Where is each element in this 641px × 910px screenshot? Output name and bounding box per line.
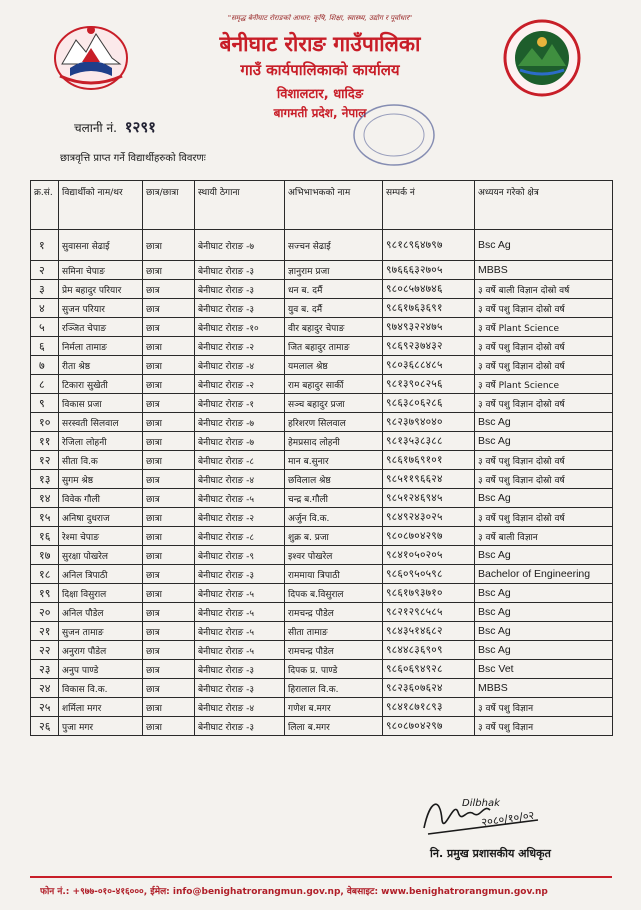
nepal-emblem-icon [52,18,130,92]
office-stamp-icon [350,100,438,170]
student-name-cell: निर्मला तामाङ [59,337,143,356]
gender-cell: छात्रा [143,527,195,546]
contact-cell: ९८६३८०६२८६ [383,394,475,413]
serial-cell: १९ [31,584,59,603]
address-cell: बेनीघाट रोराङ -३ [195,660,285,679]
contact-cell: ९८६१७६३६९१ [383,299,475,318]
gender-cell: छात्रा [143,337,195,356]
contact-cell: ९८२३७९४०४० [383,413,475,432]
student-name-cell: सुरक्षा पोखरेल [59,546,143,565]
study-field-cell: Bsc Ag [475,546,613,565]
contact-cell: ९८४१८७१८९३ [383,698,475,717]
guardian-cell: अर्जुन वि.क. [285,508,383,527]
table-row [31,299,613,318]
student-name-cell: रञ्जित चेपाङ [59,318,143,337]
student-name-cell: अनिषा दुधराज [59,508,143,527]
contact-cell: ९८२३६०७६२४ [383,679,475,698]
header-student-name: विद्यार्थीको नाम/थर [59,181,143,230]
study-field-cell: ३ वर्षे पशु विज्ञान दोस्रो वर्ष [475,470,613,489]
serial-cell: २३ [31,660,59,679]
address-cell: बेनीघाट रोराङ -४ [195,698,285,717]
contact-cell: ९८१३५३८३८८ [383,432,475,451]
study-field-cell: ३ वर्षे पशु विज्ञान [475,717,613,736]
study-field-cell: ३ वर्षे पशु विज्ञान दोस्रो वर्ष [475,337,613,356]
gender-cell: छात्रा [143,261,195,280]
table-row [31,565,613,584]
guardian-cell: हरिशरण सिलवाल [285,413,383,432]
reference-value: १२९१ [124,120,156,136]
table-row [31,527,613,546]
gender-cell: छात्र [143,679,195,698]
contact-cell: ९८१८९६४७९७ [383,230,475,261]
table-row [31,280,613,299]
address-cell: बेनीघाट रोराङ -१ [195,394,285,413]
student-name-cell: प्रेम बहादुर परियार [59,280,143,299]
contact-cell: ९८२१२९८५८५ [383,603,475,622]
guardian-cell: जित बहादुर तामाङ [285,337,383,356]
scholarship-table [30,180,613,736]
guardian-cell: धन ब. दर्मै [285,280,383,299]
study-field-cell: Bachelor of Engineering [475,565,613,584]
reference-number [74,117,156,137]
table-row [31,660,613,679]
gender-cell: छात्रा [143,698,195,717]
table-row [31,432,613,451]
serial-cell: १८ [31,565,59,584]
table-row [31,470,613,489]
reference-label: चलानी नं. [74,121,117,135]
study-field-cell: MBBS [475,679,613,698]
study-field-cell: ३ वर्षे बाली विज्ञान [475,527,613,546]
guardian-cell: सज्चन सेढाई [285,230,383,261]
contact-cell: ९८०८७०४२९७ [383,717,475,736]
office-province: बागमती प्रदेश, नेपाल [273,106,367,120]
student-name-cell: पुजा मगर [59,717,143,736]
table-row [31,394,613,413]
study-field-cell: MBBS [475,261,613,280]
study-field-cell: Bsc Vet [475,660,613,679]
student-name-cell: सरस्वती सिलवाल [59,413,143,432]
gender-cell: छात्रा [143,451,195,470]
signatory-title: नि. प्रमुख प्रशासकीय अधिकृत [430,847,551,860]
student-name-cell: सुजन परियार [59,299,143,318]
signature-scribble-icon [418,790,568,840]
gender-cell: छात्रा [143,584,195,603]
address-cell: बेनीघाट रोराङ -२ [195,508,285,527]
study-field-cell: ३ वर्षे पशु विज्ञान दोस्रो वर्ष [475,299,613,318]
serial-cell: ६ [31,337,59,356]
address-cell: बेनीघाट रोराङ -८ [195,527,285,546]
guardian-cell: इश्वर पोखरेल [285,546,383,565]
table-row [31,717,613,736]
office-name: बेनीघाट रोराङ गाउँपालिका [219,32,421,56]
serial-cell: १६ [31,527,59,546]
serial-cell: २५ [31,698,59,717]
student-name-cell: सीता वि.क [59,451,143,470]
address-cell: बेनीघाट रोराङ -३ [195,280,285,299]
gender-cell: छात्र [143,299,195,318]
guardian-cell: ज्ञानुराम प्रजा [285,261,383,280]
guardian-cell: राममाया त्रिपाठी [285,565,383,584]
table-row [31,622,613,641]
footer-divider [30,876,612,878]
student-name-cell: अनुराग पौडेल [59,641,143,660]
contact-cell: ९८१३९०८२५६ [383,375,475,394]
guardian-cell: हिरालाल वि.क. [285,679,383,698]
contact-cell: ९८४९२४३०२५ [383,508,475,527]
student-name-cell: शर्मिला मगर [59,698,143,717]
table-row [31,230,613,261]
gender-cell: छात्र [143,641,195,660]
serial-cell: ५ [31,318,59,337]
table-row [31,375,613,394]
gender-cell: छात्र [143,622,195,641]
contact-cell: ९८०८७०४२९७ [383,527,475,546]
table-row [31,337,613,356]
serial-cell: १७ [31,546,59,565]
serial-cell: २२ [31,641,59,660]
address-cell: बेनीघाट रोराङ -३ [195,679,285,698]
header-study-field: अध्ययन गरेको क्षेत्र [475,181,613,230]
gender-cell: छात्रा [143,230,195,261]
contact-cell: ९८४४८३६९०९ [383,641,475,660]
footer-contact: फोन नं.: +९७७-०१०-४१६०००, ईमेल: info@benighatrorangmun.gov.np, वेबसाइट: www.benighatrorangmun.gov.np [40,887,548,897]
address-cell: बेनीघाट रोराङ -८ [195,451,285,470]
address-cell: बेनीघाट रोराङ -३ [195,565,285,584]
address-cell: बेनीघाट रोराङ -७ [195,230,285,261]
student-name-cell: अनिल पौडेल [59,603,143,622]
address-cell: बेनीघाट रोराङ -३ [195,299,285,318]
gender-cell: छात्र [143,565,195,584]
study-field-cell: Bsc Ag [475,413,613,432]
guardian-cell: राम बहादुर सार्की [285,375,383,394]
gender-cell: छात्रा [143,432,195,451]
guardian-cell: दिपक प्र. पाण्डे [285,660,383,679]
gender-cell: छात्र [143,660,195,679]
gender-cell: छात्र [143,394,195,413]
serial-cell: २६ [31,717,59,736]
study-field-cell: Bsc Ag [475,641,613,660]
student-name-cell: सुजन तामाङ [59,622,143,641]
serial-cell: १५ [31,508,59,527]
student-name-cell: सुगम श्रेष्ठ [59,470,143,489]
municipality-logo-icon [502,18,582,98]
study-field-cell: ३ वर्षे बाली विज्ञान दोस्रो वर्ष [475,280,613,299]
student-name-cell: सुवासना सेढाई [59,230,143,261]
table-row [31,679,613,698]
study-field-cell: ३ वर्षे Plant Science [475,375,613,394]
contact-cell: ९८६९२३७४३२ [383,337,475,356]
serial-cell: ७ [31,356,59,375]
address-cell: बेनीघाट रोराङ -५ [195,622,285,641]
student-name-cell: दिक्षा विसुराल [59,584,143,603]
gender-cell: छात्रा [143,546,195,565]
guardian-cell: गणेश ब.मगर [285,698,383,717]
table-row [31,356,613,375]
serial-cell: १३ [31,470,59,489]
gender-cell: छात्रा [143,717,195,736]
contact-cell: ९८६१७९३७१० [383,584,475,603]
gender-cell: छात्र [143,280,195,299]
study-field-cell: ३ वर्षे पशु विज्ञान दोस्रो वर्ष [475,451,613,470]
study-field-cell: Bsc Ag [475,230,613,261]
study-field-cell: Bsc Ag [475,622,613,641]
address-cell: बेनीघाट रोराङ -७ [195,432,285,451]
study-field-cell: ३ वर्षे पशु विज्ञान दोस्रो वर्ष [475,508,613,527]
contact-cell: ९८६०९५०५९८ [383,565,475,584]
address-cell: बेनीघाट रोराङ -१० [195,318,285,337]
guardian-cell: दिपक ब.विसुराल [285,584,383,603]
guardian-cell: यमलाल श्रेष्ठ [285,356,383,375]
address-cell: बेनीघाट रोराङ -३ [195,717,285,736]
table-row [31,584,613,603]
contact-cell: ९८०८५७४७४६ [383,280,475,299]
study-field-cell: Bsc Ag [475,584,613,603]
signature-date: २०८०/१०/०२ [480,808,536,829]
study-field-cell: ३ वर्षे पशु विज्ञान दोस्रो वर्ष [475,356,613,375]
header-serial: क्र.सं. [31,181,59,230]
contact-cell: ९८४१०५०२०५ [383,546,475,565]
student-name-cell: अनुप पाण्डे [59,660,143,679]
table-row [31,489,613,508]
contact-cell: ९८०३६८८४८५ [383,356,475,375]
address-cell: बेनीघाट रोराङ -३ [195,261,285,280]
guardian-cell: चन्द्र ब.गौली [285,489,383,508]
study-field-cell: ३ वर्षे Plant Science [475,318,613,337]
serial-cell: १२ [31,451,59,470]
serial-cell: २० [31,603,59,622]
guardian-cell: सञ्च बहादुर प्रजा [285,394,383,413]
guardian-cell: शुक्र ब. प्रजा [285,527,383,546]
gender-cell: छात्र [143,318,195,337]
address-cell: बेनीघाट रोराङ -४ [195,356,285,375]
gender-cell: छात्रा [143,508,195,527]
guardian-cell: वीर बहादुर चेपाङ [285,318,383,337]
student-name-cell: अनिल त्रिपाठी [59,565,143,584]
table-row [31,698,613,717]
contact-cell: ९८६१७६९१०१ [383,451,475,470]
serial-cell: १० [31,413,59,432]
serial-cell: ११ [31,432,59,451]
table-row [31,261,613,280]
contact-cell: ९७४९३२२४७५ [383,318,475,337]
contact-cell: ९८६०६९४९२८ [383,660,475,679]
student-name-cell: रेजिला लोहनी [59,432,143,451]
office-address: विशालटार, धादिङ [276,87,364,102]
table-row [31,508,613,527]
study-field-cell: Bsc Ag [475,432,613,451]
address-cell: बेनीघाट रोराङ -४ [195,470,285,489]
guardian-cell: हेमप्रसाद लोहनी [285,432,383,451]
gender-cell: छात्रा [143,413,195,432]
study-field-cell: Bsc Ag [475,603,613,622]
office-subtitle: गाउँ कार्यपालिकाको कार्यालय [240,61,400,79]
guardian-cell: रामचन्द्र पौडेल [285,603,383,622]
contact-cell: ९८५११९६६२४ [383,470,475,489]
contact-cell: ९८४३५१४६८२ [383,622,475,641]
address-cell: बेनीघाट रोराङ -५ [195,489,285,508]
study-field-cell: Bsc Ag [475,489,613,508]
address-cell: बेनीघाट रोराङ -२ [195,337,285,356]
table-row [31,546,613,565]
serial-cell: २१ [31,622,59,641]
table-header-row [31,181,613,230]
serial-cell: १४ [31,489,59,508]
gender-cell: छात्रा [143,356,195,375]
student-name-cell: समिना चेपाङ [59,261,143,280]
header-gender: छात्र/छात्रा [143,181,195,230]
serial-cell: ८ [31,375,59,394]
header-contact: सम्पर्क नं [383,181,475,230]
table-row [31,451,613,470]
address-cell: बेनीघाट रोराङ -५ [195,584,285,603]
address-cell: बेनीघाट रोराङ -९ [195,546,285,565]
table-row [31,318,613,337]
gender-cell: छात्र [143,470,195,489]
student-name-cell: रेश्मा चेपाङ [59,527,143,546]
contact-cell: ९७६६६३२७०५ [383,261,475,280]
guardian-cell: लिला ब.मगर [285,717,383,736]
student-name-cell: टिकारा सुखेती [59,375,143,394]
guardian-cell: छविलाल श्रेष्ठ [285,470,383,489]
serial-cell: ४ [31,299,59,318]
serial-cell: १ [31,230,59,261]
table-row [31,641,613,660]
serial-cell: २ [31,261,59,280]
address-cell: बेनीघाट रोराङ -७ [195,413,285,432]
address-cell: बेनीघाट रोराङ -२ [195,375,285,394]
signature-name: Dilbhak [462,798,500,809]
table-row [31,413,613,432]
study-field-cell: ३ वर्षे पशु विज्ञान [475,698,613,717]
address-cell: बेनीघाट रोराङ -५ [195,641,285,660]
study-field-cell: ३ वर्षे पशु विज्ञान दोस्रो वर्ष [475,394,613,413]
header-guardian: अभिभाभकको नाम [285,181,383,230]
header-address: स्थायी ठेगाना [195,181,285,230]
serial-cell: २४ [31,679,59,698]
student-name-cell: विकास वि.क. [59,679,143,698]
gender-cell: छात्र [143,603,195,622]
guardian-cell: सीता तामाङ [285,622,383,641]
guardian-cell: युव ब. दर्मै [285,299,383,318]
student-name-cell: विवेक गौली [59,489,143,508]
guardian-cell: रामचन्द्र पौडेल [285,641,383,660]
table-row [31,603,613,622]
guardian-cell: मान ब.सुनार [285,451,383,470]
contact-cell: ९८५१२४६९४५ [383,489,475,508]
subject-line: छात्रवृत्ति प्राप्त गर्ने विद्यार्थीहरुको विवरणः [60,153,206,164]
serial-cell: ३ [31,280,59,299]
gender-cell: छात्र [143,489,195,508]
address-cell: बेनीघाट रोराङ -५ [195,603,285,622]
student-name-cell: विकास प्रजा [59,394,143,413]
student-name-cell: रीता श्रेष्ठ [59,356,143,375]
gender-cell: छात्रा [143,375,195,394]
motto: "समृद्ध बेनीघाट रोराङको आधार: कृषि, शिक्षा, स्वास्थ्य, उद्योग र पूर्वाधार" [227,14,413,22]
serial-cell: ९ [31,394,59,413]
